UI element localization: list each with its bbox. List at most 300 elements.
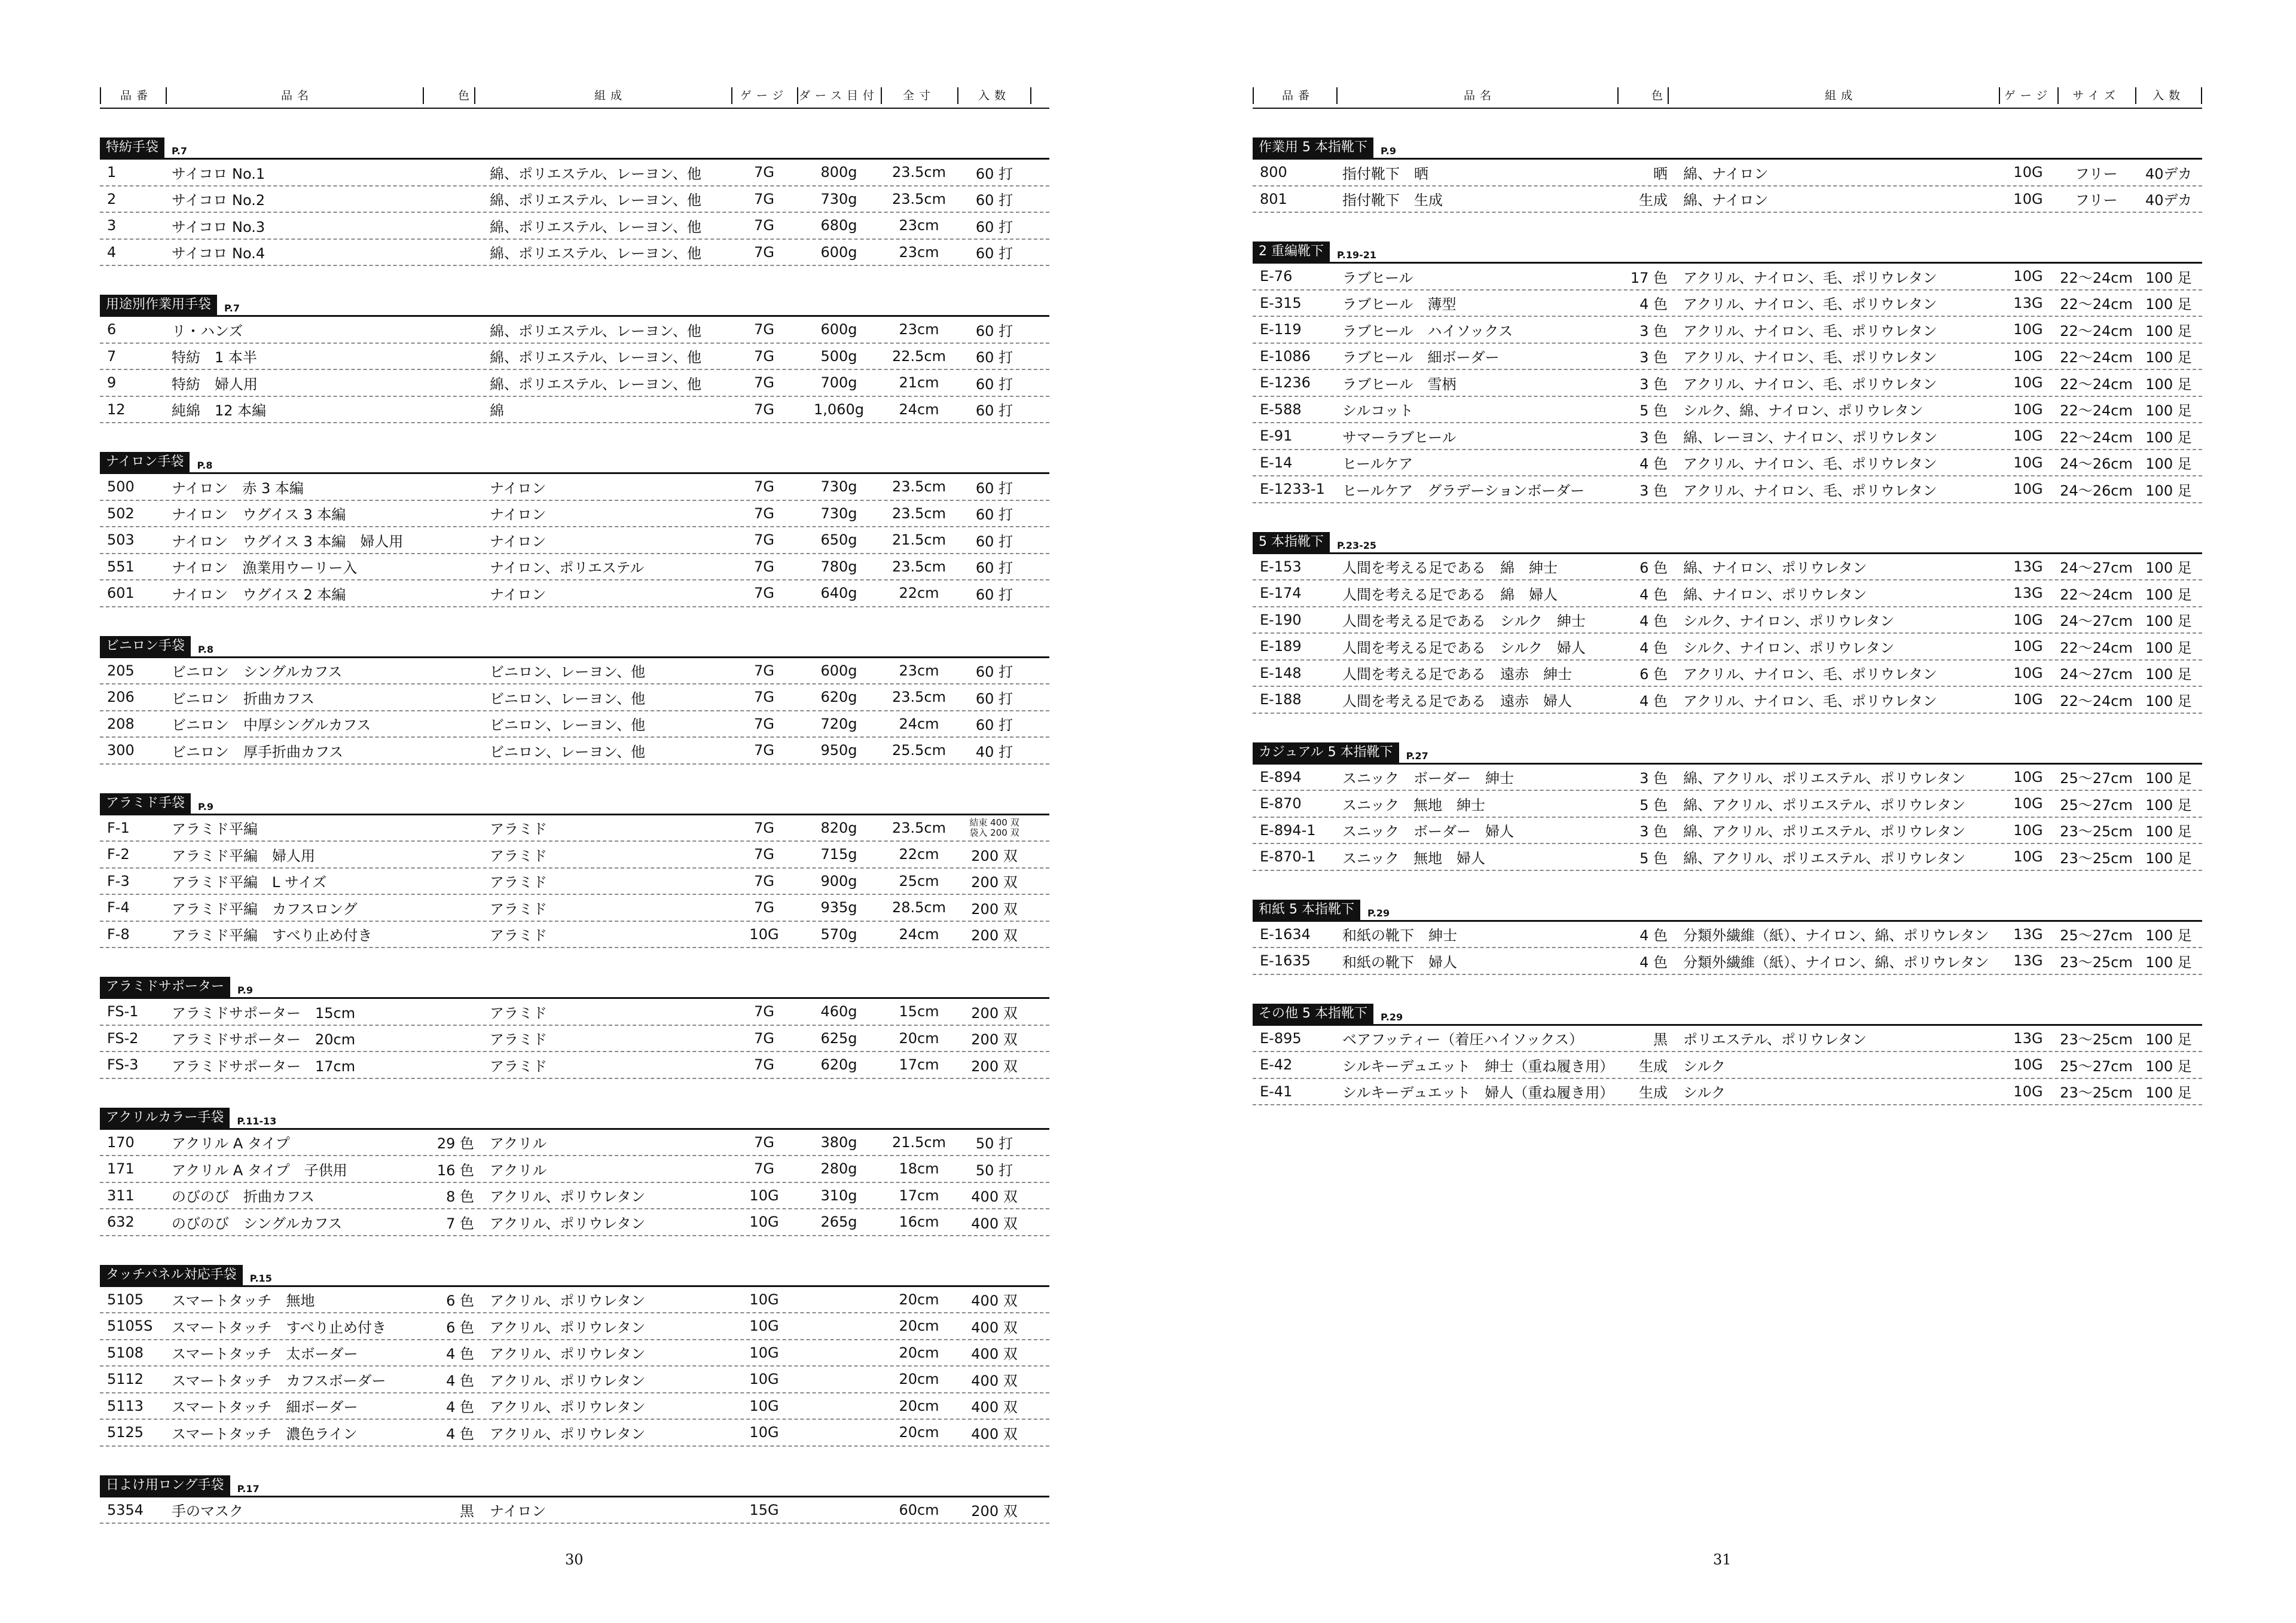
size-cell: 23〜25cm	[2060, 823, 2133, 840]
header-quantity: 入数	[2135, 87, 2202, 104]
section-page-ref: P.7	[172, 145, 188, 157]
full-length-cell: 17cm	[899, 1056, 939, 1074]
item-name-cell: サイコロ No.1	[172, 165, 265, 182]
color-cell: 3 色	[1639, 770, 1668, 787]
item-code-cell: 2	[107, 190, 117, 207]
table-row	[100, 1340, 1049, 1367]
item-name-cell: ラブヒール	[1342, 269, 1413, 286]
full-length-cell: 20cm	[899, 1397, 939, 1414]
composition-cell: 綿、ポリエステル、レーヨン、他	[490, 322, 701, 340]
color-cell: 4 色	[1639, 456, 1668, 473]
section-page-ref: P.9	[1380, 145, 1396, 157]
quantity-cell: 60 打	[975, 479, 1013, 497]
quantity-cell: 60 打	[975, 690, 1013, 707]
composition-cell: 綿、アクリル、ポリエステル、ポリウレタン	[1683, 796, 1966, 814]
item-name-cell: シルキーデュエット 紳士（重ね履き用）	[1342, 1057, 1614, 1075]
item-code-cell: E-41	[1260, 1083, 1293, 1100]
dozen-weight-cell: 380g	[820, 1133, 857, 1151]
dozen-weight-cell: 600g	[820, 321, 857, 338]
item-name-cell: ナイロン 赤 3 本編	[172, 479, 304, 497]
item-name-cell: アラミドサポーター 17cm	[172, 1057, 356, 1075]
size-cell: 22〜24cm	[2060, 429, 2133, 446]
product-section	[1253, 137, 2202, 213]
item-name-cell: のびのび シングルカフス	[172, 1215, 343, 1232]
quantity-cell: 60 打	[975, 664, 1013, 681]
item-name-cell: スニック 無地 紳士	[1342, 796, 1486, 814]
gauge-cell: 10G	[2013, 638, 2043, 655]
gauge-cell: 10G	[749, 1187, 779, 1204]
dozen-weight-cell: 570g	[820, 925, 857, 943]
dozen-weight-cell: 715g	[820, 846, 857, 863]
dozen-weight-cell: 265g	[820, 1214, 857, 1231]
table-row	[1253, 791, 2202, 818]
item-code-cell: 206	[107, 689, 135, 706]
gauge-cell: 10G	[2013, 164, 2043, 181]
section-heading	[100, 977, 1049, 997]
table-row	[100, 1052, 1049, 1079]
full-length-cell: 18cm	[899, 1160, 939, 1178]
gauge-cell: 10G	[749, 1371, 779, 1388]
section-heading	[1253, 742, 2202, 763]
section-title: その他 5 本指靴下	[1253, 1004, 1373, 1024]
full-length-cell: 23.5cm	[891, 819, 946, 836]
item-code-cell: 5108	[107, 1344, 144, 1361]
table-row	[1253, 1079, 2202, 1106]
quantity-cell: 400 双	[971, 1399, 1018, 1416]
table-row	[1253, 1052, 2202, 1079]
full-length-cell: 60cm	[899, 1501, 939, 1518]
product-section	[100, 1265, 1049, 1447]
table-row	[100, 370, 1049, 397]
quantity-cell: 100 足	[2145, 953, 2192, 971]
gauge-cell: 10G	[2013, 1083, 2043, 1100]
full-length-cell: 23.5cm	[891, 558, 946, 575]
item-name-cell: スマートタッチ 太ボーダー	[172, 1346, 358, 1363]
quantity-cell: 100 足	[2145, 1031, 2192, 1049]
color-cell: 6 色	[446, 1319, 474, 1336]
item-name-cell: サイコロ No.3	[172, 218, 265, 236]
section-title: ビニロン手袋	[100, 636, 191, 656]
gauge-cell: 7G	[754, 505, 774, 522]
table-row	[100, 1497, 1049, 1524]
section-title: アラミド手袋	[100, 793, 191, 814]
gauge-cell: 7G	[754, 1003, 774, 1020]
item-code-cell: E-870	[1260, 795, 1302, 812]
quantity-cell: 200 双	[971, 1004, 1018, 1022]
table-row	[100, 317, 1049, 344]
composition-cell: アクリル、ナイロン、毛、ポリウレタン	[1683, 456, 1937, 473]
item-name-cell: ビニロン 中厚シングルカフス	[172, 717, 371, 734]
item-name-cell: ビニロン シングルカフス	[172, 664, 343, 681]
gauge-cell: 13G	[2013, 294, 2043, 311]
composition-cell: アクリル	[490, 1135, 547, 1153]
item-code-cell: 3	[107, 217, 117, 234]
quantity-cell: 100 足	[2145, 692, 2192, 710]
dozen-weight-cell: 730g	[820, 505, 857, 522]
composition-cell: アラミド	[490, 874, 547, 891]
section-heading	[100, 295, 1049, 315]
quantity-cell: 200 双	[971, 900, 1018, 918]
item-code-cell: FS-3	[107, 1056, 139, 1074]
quantity-cell: 60 打	[975, 402, 1013, 420]
full-length-cell: 24cm	[899, 925, 939, 943]
composition-cell: 綿、ポリエステル、レーヨン、他	[490, 165, 701, 182]
quantity-cell: 100 足	[2145, 349, 2192, 366]
color-cell: 4 色	[1639, 613, 1668, 630]
gauge-cell: 10G	[749, 925, 779, 943]
header-composition: 組成	[1668, 87, 1999, 104]
item-name-cell: ビニロン 厚手折曲カフス	[172, 743, 344, 760]
table-row	[1253, 1026, 2202, 1053]
composition-cell: 分類外繊維（紙）、ナイロン、綿、ポリウレタン	[1683, 953, 1989, 971]
item-name-cell: アラミド平編 L サイズ	[172, 874, 327, 891]
item-name-cell: ナイロン ウグイス 2 本編	[172, 586, 346, 603]
composition-cell: アラミド	[490, 821, 547, 838]
composition-cell: アラミド	[490, 1057, 547, 1075]
table-row	[100, 1420, 1049, 1447]
composition-cell: アラミド	[490, 1031, 547, 1049]
color-cell: 晒	[1653, 165, 1668, 182]
quantity-cell: 400 双	[971, 1188, 1018, 1206]
product-section	[100, 137, 1049, 266]
dozen-weight-cell: 600g	[820, 243, 857, 261]
section-page-ref: P.29	[1367, 907, 1390, 919]
item-name-cell: ナイロン 漁業用ウーリー入	[172, 560, 358, 577]
item-code-cell: E-588	[1260, 401, 1302, 418]
item-code-cell: 4	[107, 243, 117, 261]
color-cell: 4 色	[1639, 927, 1668, 945]
color-cell: 6 色	[1639, 560, 1668, 577]
color-cell: 4 色	[1639, 296, 1668, 313]
dozen-weight-cell: 460g	[820, 1003, 857, 1020]
item-name-cell: スニック 無地 婦人	[1342, 849, 1486, 867]
dozen-weight-cell: 310g	[820, 1187, 857, 1204]
quantity-cell: 400 双	[971, 1425, 1018, 1442]
table-row	[100, 160, 1049, 187]
composition-cell: シルク	[1683, 1084, 1726, 1102]
composition-cell: アラミド	[490, 927, 547, 945]
full-length-cell: 23cm	[899, 243, 939, 261]
quantity-cell: 60 打	[975, 560, 1013, 577]
item-name-cell: スマートタッチ 細ボーダー	[172, 1399, 358, 1416]
table-row	[100, 895, 1049, 922]
gauge-cell: 10G	[2013, 321, 2043, 338]
gauge-cell: 7G	[754, 321, 774, 338]
item-name-cell: ラブヒール ハイソックス	[1342, 322, 1513, 340]
item-code-cell: 5105	[107, 1291, 144, 1308]
section-title: 和紙 5 本指靴下	[1253, 900, 1360, 920]
gauge-cell: 10G	[749, 1318, 779, 1335]
quantity-cell: 400 双	[971, 1372, 1018, 1389]
right-table-header	[1253, 84, 2202, 109]
item-code-cell: E-895	[1260, 1029, 1302, 1047]
composition-cell: ビニロン、レーヨン、他	[490, 664, 646, 681]
item-code-cell: 9	[107, 374, 117, 392]
gauge-cell: 7G	[754, 347, 774, 365]
item-name-cell: スニック ボーダー 婦人	[1342, 823, 1515, 840]
composition-cell: ビニロン、レーヨン、他	[490, 690, 646, 707]
table-row	[100, 501, 1049, 528]
item-name-cell: 手のマスク	[172, 1503, 243, 1520]
table-row	[100, 1183, 1049, 1210]
color-cell: 黒	[460, 1503, 474, 1520]
size-cell: 22〜24cm	[2060, 349, 2133, 366]
quantity-cell: 100 足	[2145, 849, 2192, 867]
item-name-cell: アラミド平編 婦人用	[172, 847, 315, 864]
quantity-cell: 100 足	[2145, 1057, 2192, 1075]
table-row	[100, 999, 1049, 1026]
quantity-cell: 100 足	[2145, 296, 2192, 313]
color-cell: 5 色	[1639, 849, 1668, 867]
gauge-cell: 10G	[2013, 347, 2043, 365]
item-name-cell: 人間を考える足である シルク 婦人	[1342, 639, 1586, 656]
gauge-cell: 10G	[2013, 848, 2043, 866]
left-table-header	[100, 84, 1049, 109]
product-section	[100, 793, 1049, 949]
full-length-cell: 22.5cm	[891, 347, 946, 365]
item-name-cell: サイコロ No.2	[172, 192, 265, 209]
table-row	[100, 187, 1049, 213]
table-row	[100, 1393, 1049, 1420]
item-code-cell: E-42	[1260, 1056, 1293, 1074]
composition-cell: 綿、ナイロン	[1683, 192, 1769, 209]
color-cell: 6 色	[446, 1292, 474, 1310]
quantity-cell: 400 双	[971, 1215, 1018, 1232]
table-row	[100, 684, 1049, 711]
gauge-cell: 7G	[754, 190, 774, 207]
item-code-cell: E-894-1	[1260, 821, 1316, 839]
gauge-cell: 10G	[2013, 795, 2043, 812]
item-name-cell: リ・ハンズ	[172, 322, 243, 340]
quantity-cell: 100 足	[2145, 560, 2192, 577]
composition-cell: アクリル、ナイロン、毛、ポリウレタン	[1683, 322, 1937, 340]
gauge-cell: 7G	[754, 531, 774, 549]
table-row	[1253, 687, 2202, 714]
composition-cell: アクリル、ナイロン、毛、ポリウレタン	[1683, 375, 1937, 393]
table-row	[1253, 476, 2202, 503]
gauge-cell: 7G	[754, 217, 774, 234]
dozen-weight-cell: 730g	[820, 478, 857, 496]
product-section	[1253, 900, 2202, 975]
item-name-cell: スマートタッチ すべり止め付き	[172, 1319, 387, 1336]
left-sections	[100, 137, 1049, 1524]
full-length-cell: 20cm	[899, 1371, 939, 1388]
page-number: 30	[565, 1551, 584, 1568]
gauge-cell: 10G	[2013, 481, 2043, 498]
header-item-name: 品名	[1336, 87, 1617, 104]
composition-cell: アクリル、ナイロン、毛、ポリウレタン	[1683, 666, 1937, 683]
size-cell: 25〜27cm	[2060, 927, 2133, 945]
size-cell: 22〜24cm	[2060, 296, 2133, 313]
table-row	[1253, 160, 2202, 187]
section-page-ref: P.27	[1406, 750, 1428, 762]
composition-cell: 綿、ナイロン、ポリウレタン	[1683, 586, 1867, 603]
product-section	[100, 452, 1049, 607]
gauge-cell: 7G	[754, 558, 774, 575]
table-row	[100, 1026, 1049, 1053]
header-size: サイズ	[2057, 87, 2135, 104]
size-cell: 25〜27cm	[2060, 1057, 2133, 1075]
full-length-cell: 23cm	[899, 321, 939, 338]
composition-cell: 綿、アクリル、ポリエステル、ポリウレタン	[1683, 849, 1966, 867]
right-page	[1148, 0, 2296, 1623]
table-row	[100, 1287, 1049, 1314]
size-cell: 22〜24cm	[2060, 375, 2133, 393]
gauge-cell: 7G	[754, 872, 774, 890]
item-code-cell: E-1236	[1260, 374, 1311, 392]
composition-cell: 分類外繊維（紙）、ナイロン、綿、ポリウレタン	[1683, 927, 1989, 945]
item-code-cell: 800	[1260, 164, 1287, 181]
item-name-cell: ナイロン ウグイス 3 本編 婦人用	[172, 533, 404, 550]
composition-cell: 綿、レーヨン、ナイロン、ポリウレタン	[1683, 429, 1938, 446]
gauge-cell: 7G	[754, 819, 774, 836]
item-code-cell: 5125	[107, 1424, 144, 1441]
table-row	[1253, 844, 2202, 871]
item-code-cell: 5112	[107, 1371, 144, 1388]
item-name-cell: サマーラブヒール	[1342, 429, 1457, 446]
gauge-cell: 13G	[2013, 1029, 2043, 1047]
item-code-cell: FS-1	[107, 1003, 139, 1020]
gauge-cell: 7G	[754, 1133, 774, 1151]
quantity-cell: 60 打	[975, 506, 1013, 524]
section-page-ref: P.17	[237, 1483, 259, 1494]
dozen-weight-cell: 620g	[820, 1056, 857, 1074]
item-name-cell: ナイロン ウグイス 3 本編	[172, 506, 346, 524]
quantity-cell: 40 打	[975, 743, 1013, 760]
quantity-cell: 100 足	[2145, 482, 2192, 499]
full-length-cell: 24cm	[899, 715, 939, 732]
size-cell: 23〜25cm	[2060, 1031, 2133, 1049]
gauge-cell: 13G	[2013, 952, 2043, 970]
quantity-cell: 200 双	[971, 1503, 1018, 1520]
composition-cell: シルク、ナイロン、ポリウレタン	[1683, 639, 1895, 656]
table-row	[1253, 344, 2202, 371]
full-length-cell: 21.5cm	[891, 531, 946, 549]
dozen-weight-cell: 900g	[820, 872, 857, 890]
full-length-cell: 21cm	[899, 374, 939, 392]
header-quantity: 入数	[957, 87, 1031, 104]
composition-cell: アクリル、ポリウレタン	[490, 1188, 646, 1206]
quantity-cell: 60 打	[975, 165, 1013, 182]
item-code-cell: 311	[107, 1187, 135, 1204]
quantity-cell: 50 打	[975, 1162, 1013, 1179]
gauge-cell: 10G	[2013, 401, 2043, 418]
section-heading	[100, 636, 1049, 656]
full-length-cell: 25cm	[899, 872, 939, 890]
composition-cell: 綿、ポリエステル、レーヨン、他	[490, 245, 701, 262]
gauge-cell: 7G	[754, 1029, 774, 1047]
quantity-cell: 100 足	[2145, 613, 2192, 630]
composition-cell: アクリル、ナイロン、毛、ポリウレタン	[1683, 296, 1937, 313]
composition-cell: アクリル、ポリウレタン	[490, 1346, 646, 1363]
item-name-cell: アラミド平編 カフスロング	[172, 900, 358, 918]
gauge-cell: 10G	[2013, 611, 2043, 628]
quantity-cell: 100 足	[2145, 375, 2192, 393]
quantity-cell: 50 打	[975, 1135, 1013, 1153]
table-row	[100, 240, 1049, 267]
section-heading	[1253, 137, 2202, 158]
table-row	[100, 658, 1049, 685]
gauge-cell: 7G	[754, 585, 774, 602]
full-length-cell: 23cm	[899, 662, 939, 679]
item-name-cell: アラミドサポーター 15cm	[172, 1004, 356, 1022]
section-title: 2 重編靴下	[1253, 242, 1330, 262]
quantity-cell: 400 双	[971, 1292, 1018, 1310]
composition-cell: アクリル、ナイロン、毛、ポリウレタン	[1683, 692, 1937, 710]
gauge-cell: 7G	[754, 689, 774, 706]
item-code-cell: 208	[107, 715, 135, 732]
color-cell: 3 色	[1639, 375, 1668, 393]
table-row	[1253, 450, 2202, 477]
gauge-cell: 10G	[2013, 268, 2043, 285]
full-length-cell: 28.5cm	[891, 899, 946, 916]
quantity-cell: 100 足	[2145, 269, 2192, 286]
quantity-cell: 400 双	[971, 1346, 1018, 1363]
composition-cell: アクリル、ポリウレタン	[490, 1319, 646, 1336]
gauge-cell: 7G	[754, 164, 774, 181]
header-color: 色	[1617, 87, 1668, 104]
composition-cell: シルク	[1683, 1057, 1726, 1075]
size-cell: 22〜24cm	[2060, 402, 2133, 420]
quantity-cell: 40デカ	[2145, 165, 2193, 182]
color-cell: 4 色	[446, 1425, 474, 1442]
full-length-cell: 23.5cm	[891, 164, 946, 181]
gauge-cell: 10G	[2013, 691, 2043, 708]
composition-cell: ナイロン	[490, 479, 546, 497]
table-row	[100, 474, 1049, 501]
gauge-cell: 7G	[754, 1056, 774, 1074]
item-code-cell: 502	[107, 505, 135, 522]
item-name-cell: アラミド平編	[172, 821, 258, 838]
composition-cell: 綿、ポリエステル、レーヨン、他	[490, 375, 701, 393]
section-heading	[100, 1108, 1049, 1128]
gauge-cell: 7G	[754, 742, 774, 759]
full-length-cell: 22cm	[899, 846, 939, 863]
item-code-cell: E-1635	[1260, 952, 1311, 970]
section-page-ref: P.11-13	[237, 1115, 277, 1127]
quantity-cell: 60 打	[975, 245, 1013, 262]
size-cell: フリー	[2075, 165, 2118, 182]
full-length-cell: 20cm	[899, 1291, 939, 1308]
product-section	[100, 636, 1049, 765]
composition-cell: ポリエステル、ポリウレタン	[1683, 1031, 1867, 1049]
item-code-cell: 6	[107, 321, 117, 338]
item-code-cell: F-4	[107, 899, 130, 916]
table-row	[1253, 187, 2202, 213]
composition-cell: シルク、ナイロン、ポリウレタン	[1683, 613, 1895, 630]
table-row	[100, 344, 1049, 371]
size-cell: 23〜25cm	[2060, 953, 2133, 971]
gauge-cell: 15G	[749, 1501, 779, 1518]
composition-cell: アクリル、ポリウレタン	[490, 1292, 646, 1310]
gauge-cell: 7G	[754, 715, 774, 732]
item-code-cell: E-870-1	[1260, 848, 1316, 866]
color-cell: 29 色	[436, 1135, 474, 1153]
section-heading	[1253, 900, 2202, 920]
table-row	[1253, 554, 2202, 581]
quantity-cell: 60 打	[975, 322, 1013, 340]
product-section	[100, 1475, 1049, 1524]
gauge-cell: 10G	[2013, 454, 2043, 471]
item-code-cell: 5105S	[107, 1318, 153, 1335]
size-cell: 25〜27cm	[2060, 796, 2133, 814]
dozen-weight-cell: 820g	[820, 819, 857, 836]
color-cell: 5 色	[1639, 796, 1668, 814]
table-row	[1253, 291, 2202, 317]
item-name-cell: 和紙の靴下 紳士	[1342, 927, 1457, 945]
color-cell: 4 色	[446, 1372, 474, 1389]
full-length-cell: 23.5cm	[891, 478, 946, 496]
